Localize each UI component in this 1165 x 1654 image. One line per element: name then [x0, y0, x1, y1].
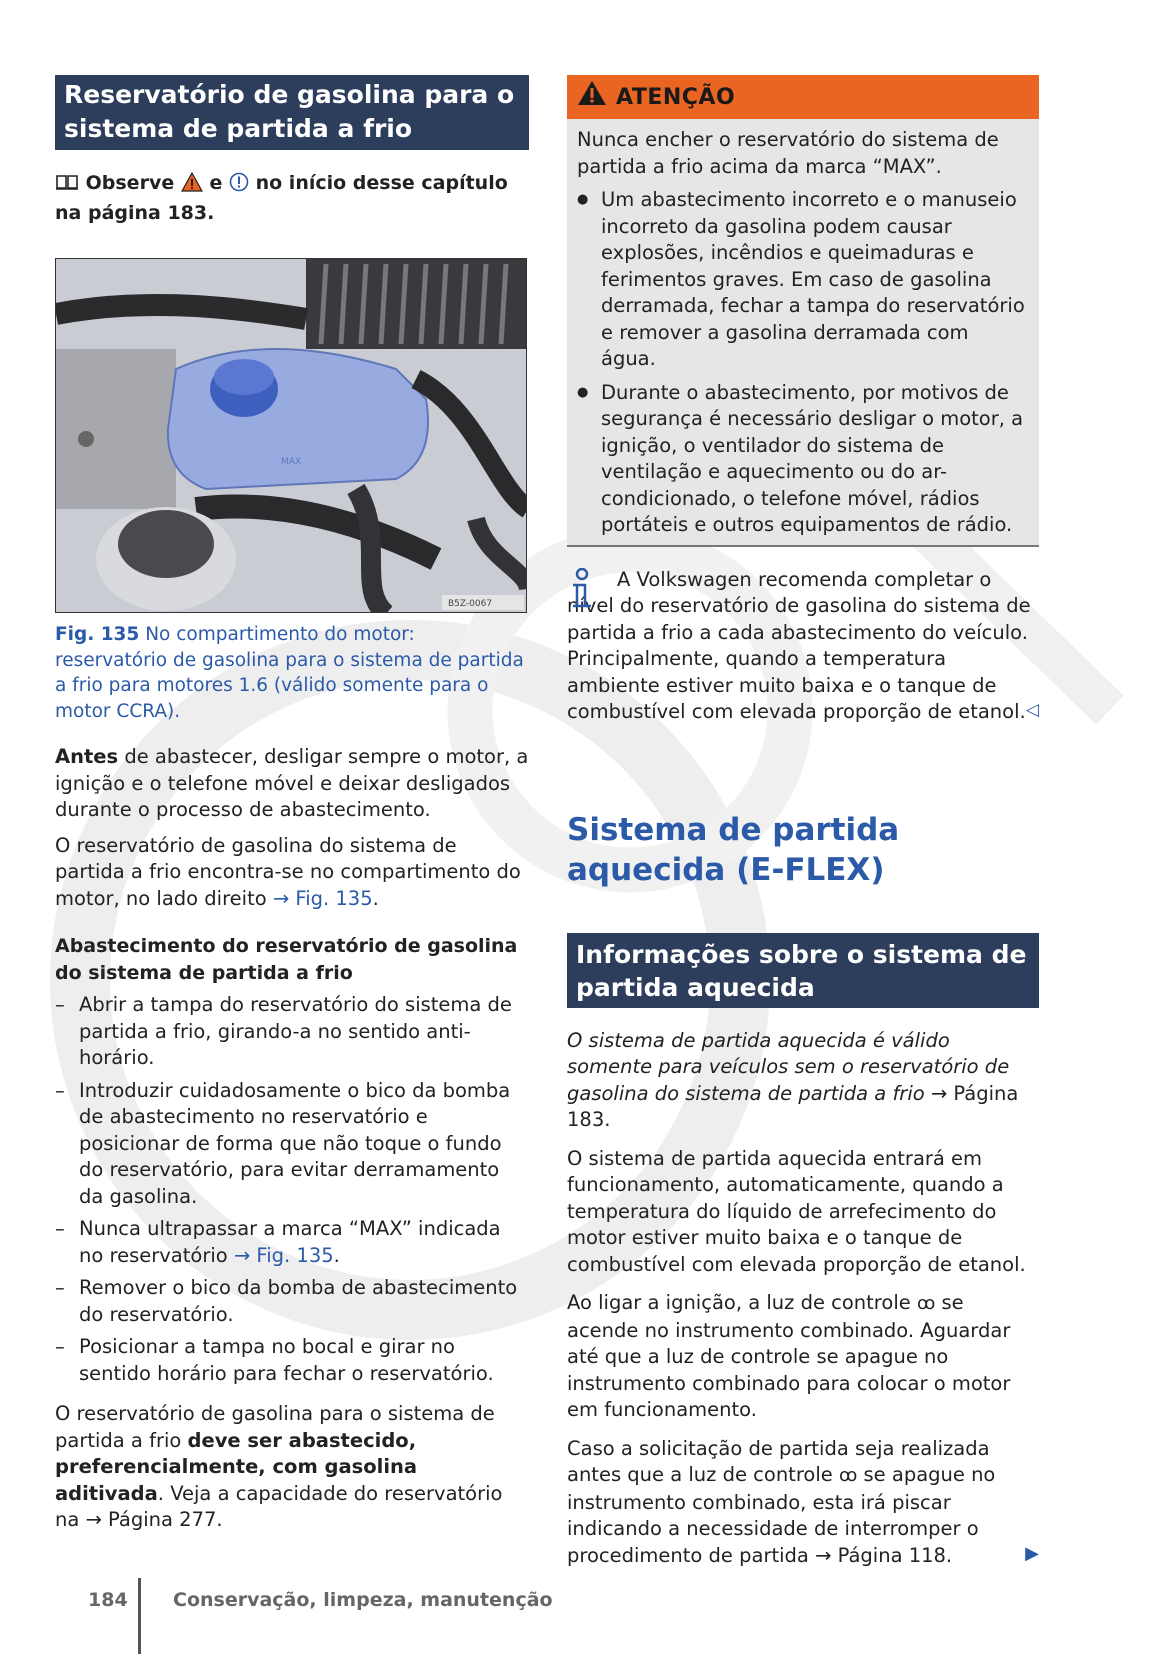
section-end-marker: ◁ [1025, 700, 1039, 720]
observe-suffix: no início desse capítulo na página 183. [55, 172, 508, 224]
attention-label: ATENÇÃO [616, 84, 736, 110]
paragraph-control-light [567, 1290, 1039, 1424]
list-item [55, 992, 529, 1072]
engine-illustration [56, 259, 527, 613]
figure-caption-text: No compartimento do motor: reservatório de gasolina para o sistema de partida a frio para motores 1.6 (válido somente para o motor CCRA). [55, 624, 524, 722]
warning-triangle-icon [181, 172, 203, 200]
observe-note [55, 170, 529, 227]
step-text: Remover o bico da bomba de abastecimento do reservatório. [79, 1276, 518, 1326]
step-end: . [333, 1243, 340, 1267]
step-text: Posicionar a tampa no bocal e girar no sentido horário para fechar o reservatório. [79, 1335, 494, 1385]
info-note [567, 567, 1039, 726]
attention-intro: Nunca encher o reservatório do sistema de partida a frio acima da marca “MAX”. [577, 128, 999, 178]
chapter-name: Conservação, limpeza, manutenção [173, 1589, 553, 1611]
paragraph-text: Caso a solicitação de partida seja realizada antes que a luz de controle [567, 1436, 990, 1486]
paragraph-fuel-type [55, 1401, 529, 1534]
right-column [567, 75, 1039, 1569]
italic-scope-note [567, 1028, 1039, 1134]
list-item: ● Durante o abastecimento, por motivos de segurança é necessário desligar o motor, a ignição, o ventilador do sistema de ventilação e aquecimento ou do ar-condicionado, o telefone móvel, rádios portáteis e outros equipamentos de rádio. [577, 380, 1029, 539]
paragraph-text: de abastecer, desligar sempre o motor, a ignição e o telefone móvel e deixar desligados durante o processo de abastecimento. [55, 745, 529, 821]
paragraph-bold-word: Antes [55, 745, 119, 768]
paragraph-text: Ao ligar a ignição, a luz de controle [567, 1291, 917, 1314]
paragraph-automatic-operation: O sistema de partida aquecida entrará em funcionamento, automaticamente, quando a temperatura do líquido de arrefecimento do motor estiver muito baixa e o tanque de combustível com elevada proporção de etanol. [567, 1146, 1026, 1276]
paragraph-text: O reservatório de gasolina do sistema de partida a frio encontra-se no compartimento do motor, no lado direito [55, 833, 521, 910]
list-item [55, 1334, 529, 1387]
left-column [55, 75, 529, 1534]
paragraph-blinking-light [567, 1436, 1039, 1570]
footer-divider [138, 1578, 141, 1654]
attention-box [567, 75, 1039, 547]
glow-plug-icon: ꝏ [838, 1465, 858, 1486]
notice-circle-icon [229, 172, 256, 194]
paragraph-blinking-wrapper [567, 1436, 1039, 1570]
attention-body [567, 119, 1039, 545]
figure-link[interactable]: → Fig. 135 [272, 886, 373, 910]
info-icon [567, 568, 597, 614]
page-reference: → Página 183. [567, 1081, 1019, 1131]
section-title-cold-start-reservoir: Reservatório de gasolina para o sistema de partida a frio [55, 75, 529, 150]
book-icon [55, 172, 86, 194]
svg-text:MAX: MAX [281, 457, 302, 467]
figure-caption [55, 622, 529, 724]
paragraph-reservoir-location [55, 833, 529, 913]
warning-triangle-icon [577, 80, 607, 115]
engine-compartment-figure [55, 258, 527, 613]
list-item [55, 1078, 529, 1211]
list-item: ● Um abastecimento incorreto e o manuseio incorreto da gasolina podem causar explosões, incêndios e queimaduras e ferimentos graves. Em caso de gasolina derramada, fechar a tampa do reservatório e remover a gasolina derramada com água. [577, 187, 1029, 373]
step-text: Nunca ultrapassar a marca “MAX” indicada no reservatório [79, 1217, 501, 1267]
section-title-heated-start-info: Informações sobre o sistema de partida aquecida [567, 933, 1039, 1008]
paragraph-end: . [372, 886, 379, 910]
continue-arrow-icon: ▶ [1025, 1542, 1039, 1564]
italic-text: O sistema de partida aquecida é válido somente para veículos sem o reservatório de gasolina do sistema de partida a frio [567, 1028, 1010, 1105]
figure-number: Fig. 135 [55, 624, 140, 645]
paragraph-bold: deve ser abastecido, preferencialmente, com gasolina aditivada [55, 1428, 418, 1505]
glow-plug-icon: ꝏ [916, 1293, 936, 1314]
attention-bullets [577, 187, 1029, 539]
chapter-title-heated-start: Sistema de partida aquecida (E-FLEX) [567, 811, 900, 888]
step-text: Abrir a tampa do reservatório do sistema de partida a frio, girando-a no sentido anti-horário. [79, 993, 512, 1069]
info-text: A Volkswagen recomenda completar o nível do reservatório de gasolina do sistema de partida a frio a cada abastecimento do veículo. Principalmente, quando a temperatura ambiente estiver muito baixa e o tanque de combustível com elevada proporção de etanol. [567, 567, 1031, 723]
paragraph-before-fueling [55, 744, 529, 824]
paragraph-text: se acende no instrumento combinado. Aguardar até que a luz de controle se apague no instrumento combinado para colocar o motor em funcionamento. [567, 1291, 1011, 1421]
paragraph-text: se apague no instrumento combinado, esta irá piscar indicando a necessidade de interromper o procedimento de partida → Página 118. [567, 1463, 996, 1567]
figure-code: B5Z-0067 [448, 599, 493, 609]
list-item [55, 1216, 529, 1269]
attention-header [567, 75, 1039, 119]
observe-conjunction: e [209, 172, 223, 194]
step-text: Introduzir cuidadosamente o bico da bomba de abastecimento no reservatório e posicionar de forma que não toque o fundo do reservatório, para evitar derramamento da gasolina. [79, 1078, 511, 1208]
subheading-refueling: Abastecimento do reservatório de gasolina do sistema de partida a frio [55, 935, 518, 984]
figure-link[interactable]: → Fig. 135 [233, 1243, 334, 1267]
paragraph-text: O reservatório de gasolina para o sistema de partida a frio [55, 1402, 495, 1452]
list-item [55, 1275, 529, 1328]
paragraph-text: . Veja a capacidade do reservatório na → Página 277. [55, 1481, 503, 1531]
page-number: 184 [88, 1589, 128, 1611]
observe-prefix: Observe [85, 172, 175, 194]
refueling-steps-list [55, 992, 529, 1387]
